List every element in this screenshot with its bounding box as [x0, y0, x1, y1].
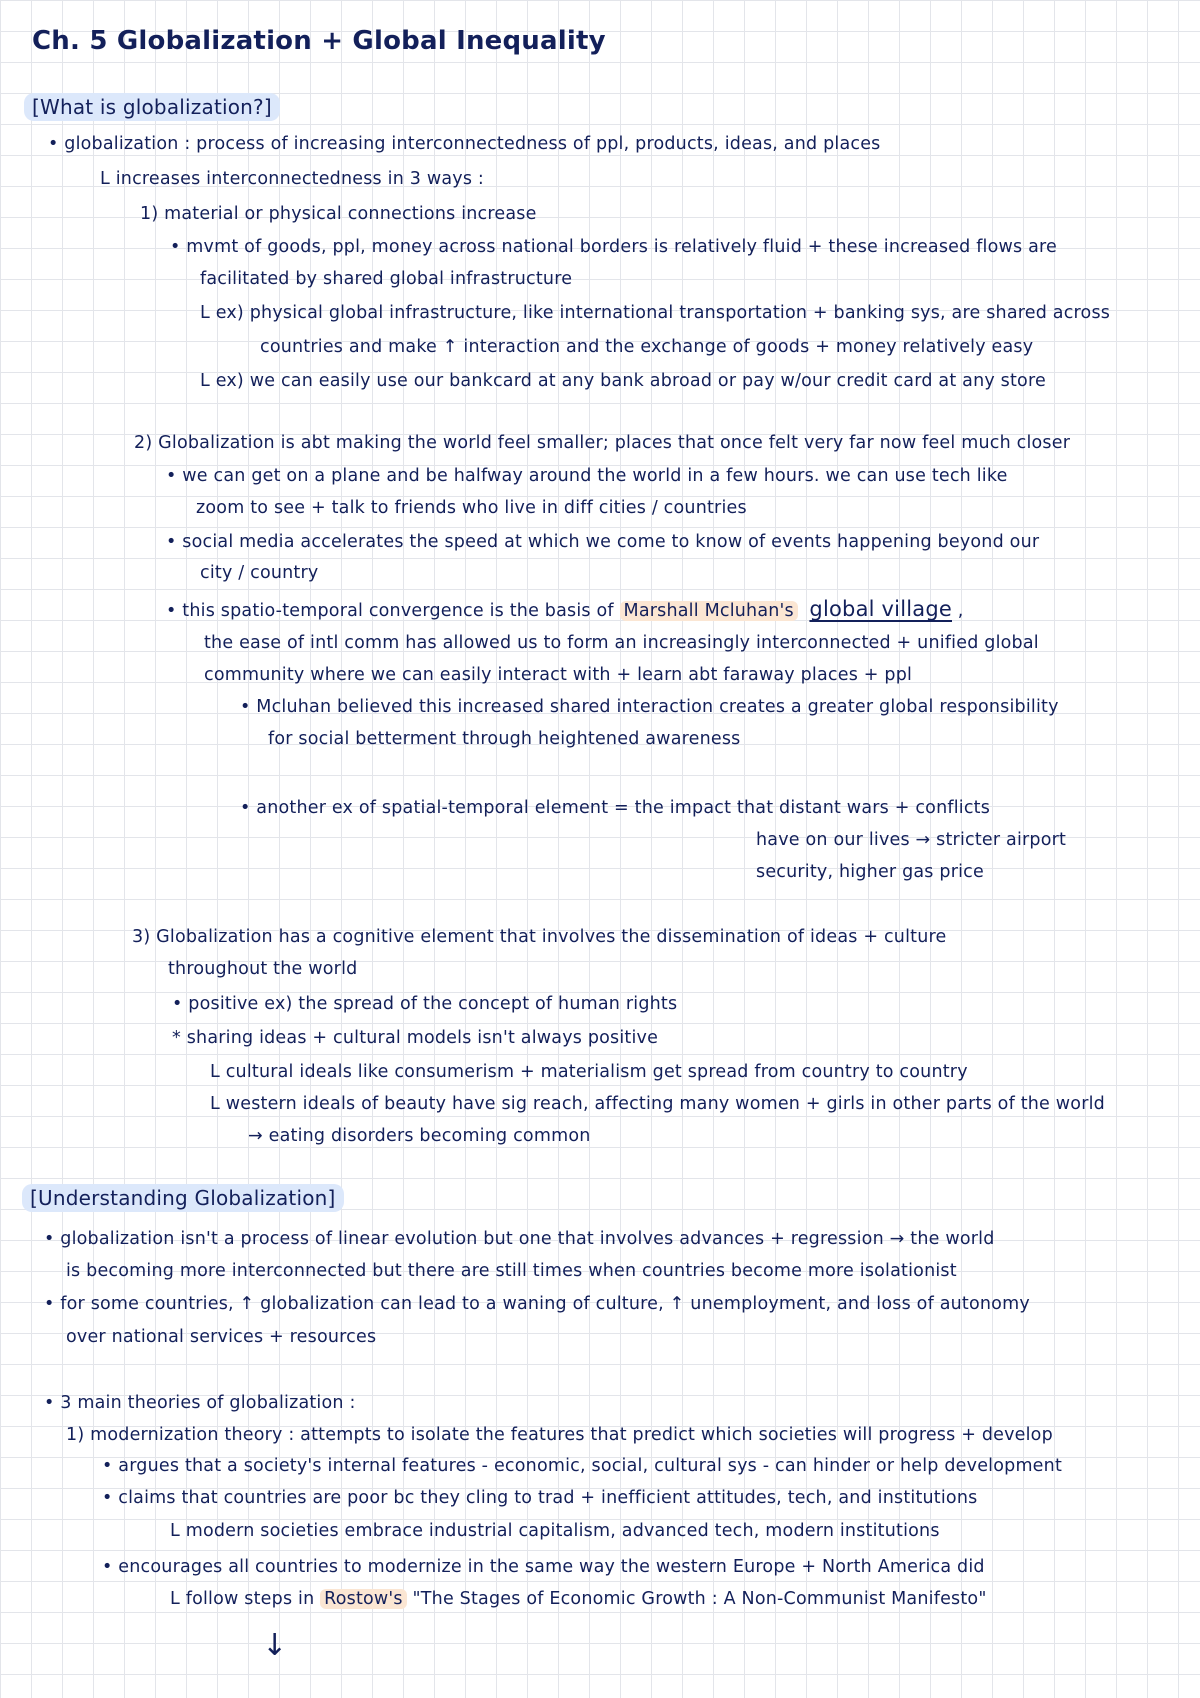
- note-line: zoom to see + talk to friends who live in diff cities / countries: [196, 498, 747, 518]
- note-line: • mvmt of goods, ppl, money across national borders is relatively fluid + these increased flows are: [170, 237, 1058, 257]
- note-line: * sharing ideas + cultural models isn't always positive: [172, 1028, 659, 1048]
- highlight-mcluhan: Marshall Mcluhan's: [620, 601, 798, 621]
- note-line: • social media accelerates the speed at which we come to know of events happening beyond our: [166, 532, 1040, 552]
- note-line: community where we can easily interact with + learn abt faraway places + ppl: [204, 665, 913, 685]
- note-line: • positive ex) the spread of the concept of human rights: [172, 994, 678, 1014]
- note-line: • globalization isn't a process of linear evolution but one that involves advances + regression → the world: [44, 1229, 995, 1249]
- note-line: → eating disorders becoming common: [248, 1126, 591, 1146]
- note-line: • argues that a society's internal features - economic, social, cultural sys - can hinder or help development: [102, 1456, 1063, 1476]
- note-line: • encourages all countries to modernize in the same way the western Europe + North America did: [102, 1557, 985, 1577]
- note-line: for social betterment through heightened awareness: [268, 729, 741, 749]
- note-line: L cultural ideals like consumerism + materialism get spread from country to country: [210, 1062, 968, 1082]
- down-arrow-icon: ↓: [262, 1628, 288, 1663]
- page-title: Ch. 5 Globalization + Global Inequality: [32, 26, 606, 56]
- underlined-global-village: global village: [809, 597, 952, 621]
- note-line: • for some countries, ↑ globalization can lead to a waning of culture, ↑ unemployment, and loss of autonomy: [44, 1294, 1030, 1314]
- note-line: city / country: [200, 563, 319, 583]
- note-line: facilitated by shared global infrastructure: [200, 269, 573, 289]
- note-line: • Mcluhan believed this increased shared interaction creates a greater global responsibility: [240, 697, 1059, 717]
- note-line: throughout the world: [168, 959, 358, 979]
- note-line: the ease of intl comm has allowed us to form an increasingly interconnected + unified global: [204, 633, 1039, 653]
- point-heading: 2) Globalization is abt making the world feel smaller; places that once felt very far now feel much closer: [134, 433, 1071, 453]
- note-line: L ex) we can easily use our bankcard at any bank abroad or pay w/our credit card at any store: [200, 371, 1046, 391]
- note-line: is becoming more interconnected but there are still times when countries become more isolationist: [66, 1261, 957, 1281]
- point-heading: 1) material or physical connections increase: [140, 204, 537, 224]
- note-line: over national services + resources: [66, 1327, 377, 1347]
- note-line: have on our lives → stricter airport: [756, 830, 1067, 850]
- note-line: L modern societies embrace industrial capitalism, advanced tech, modern institutions: [170, 1521, 940, 1541]
- note-line: • we can get on a plane and be halfway around the world in a few hours. we can use tech like: [166, 466, 1008, 486]
- note-line: • globalization : process of increasing interconnectedness of ppl, products, ideas, and places: [48, 134, 881, 154]
- note-line: • another ex of spatial-temporal element = the impact that distant wars + conflicts: [240, 798, 991, 818]
- note-line: security, higher gas price: [756, 862, 984, 882]
- note-line: • 3 main theories of globalization :: [44, 1393, 356, 1413]
- section-header-what-is-globalization: [What is globalization?]: [24, 96, 280, 118]
- note-line-rostow: L follow steps in Rostow's "The Stages of Economic Growth : A Non-Communist Manifesto": [170, 1589, 987, 1609]
- note-line: L ex) physical global infrastructure, like international transportation + banking sys, are shared across: [200, 303, 1111, 323]
- highlight-rostow: Rostow's: [320, 1589, 407, 1609]
- note-line: L western ideals of beauty have sig reach, affecting many women + girls in other parts of the world: [210, 1094, 1105, 1114]
- theory-heading: 1) modernization theory : attempts to isolate the features that predict which societies will progress + develop: [66, 1425, 1053, 1445]
- note-line: countries and make ↑ interaction and the exchange of goods + money relatively easy: [260, 337, 1034, 357]
- note-line: • claims that countries are poor bc they cling to trad + inefficient attitudes, tech, and institutions: [102, 1488, 978, 1508]
- point-heading: 3) Globalization has a cognitive element that involves the dissemination of ideas + culture: [132, 927, 947, 947]
- note-line: L increases interconnectedness in 3 ways :: [100, 169, 485, 189]
- note-line-global-village: • this spatio-temporal convergence is the basis of Marshall Mcluhan's global village ,: [166, 597, 964, 621]
- section-header-understanding-globalization: [Understanding Globalization]: [22, 1187, 344, 1209]
